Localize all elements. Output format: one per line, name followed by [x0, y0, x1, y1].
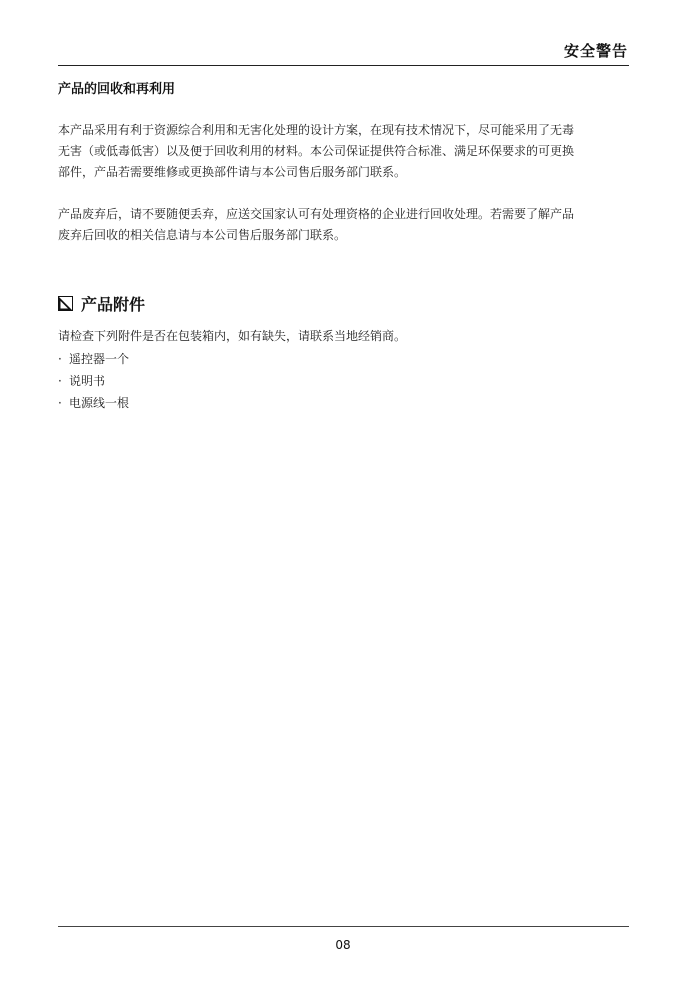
header-divider [58, 65, 629, 66]
footer-divider [58, 926, 629, 927]
accessories-list [58, 348, 630, 414]
recycling-paragraph-1 [58, 120, 630, 183]
list-item [58, 370, 630, 392]
recycling-paragraph-1-line-2: 无害（或低毒低害）以及便于回收利用的材料。本公司保证提供符合标准、满足环保要求的可更换 [58, 144, 575, 158]
accessory-item-remote: 遥控器一个 [69, 352, 130, 366]
page-content [58, 80, 630, 414]
accessory-item-power-cord: 电源线一根 [69, 396, 130, 410]
bullet: · [58, 374, 62, 388]
recycling-paragraph-1-line-3: 部件，产品若需要维修或更换部件请与本公司售后服务部门联系。 [58, 165, 407, 179]
page-header-title: 安全警告 [563, 42, 628, 60]
checkbox-icon [58, 296, 73, 311]
list-item [58, 392, 630, 414]
page-number: 08 [335, 938, 351, 952]
recycling-paragraph-2 [58, 204, 630, 246]
recycling-paragraph-2-line-2: 废弃后回收的相关信息请与本公司售后服务部门联系。 [58, 228, 347, 242]
accessories-section-heading [58, 292, 630, 314]
bullet: · [58, 396, 62, 410]
recycling-heading: 产品的回收和再利用 [58, 82, 176, 97]
list-item [58, 348, 630, 370]
bullet: · [58, 352, 62, 366]
recycling-paragraph-1-line-1: 本产品采用有利于资源综合利用和无害化处理的设计方案，在现有技术情况下，尽可能采用了无毒 [58, 123, 575, 137]
accessories-title: 产品附件 [81, 294, 146, 314]
accessory-item-manual: 说明书 [69, 374, 106, 388]
accessories-intro: 请检查下列附件是否在包装箱内，如有缺失，请联系当地经销商。 [58, 329, 407, 343]
recycling-paragraph-2-line-1: 产品废弃后，请不要随便丢弃，应送交国家认可有处理资格的企业进行回收处理。若需要了解产品 [58, 207, 575, 221]
